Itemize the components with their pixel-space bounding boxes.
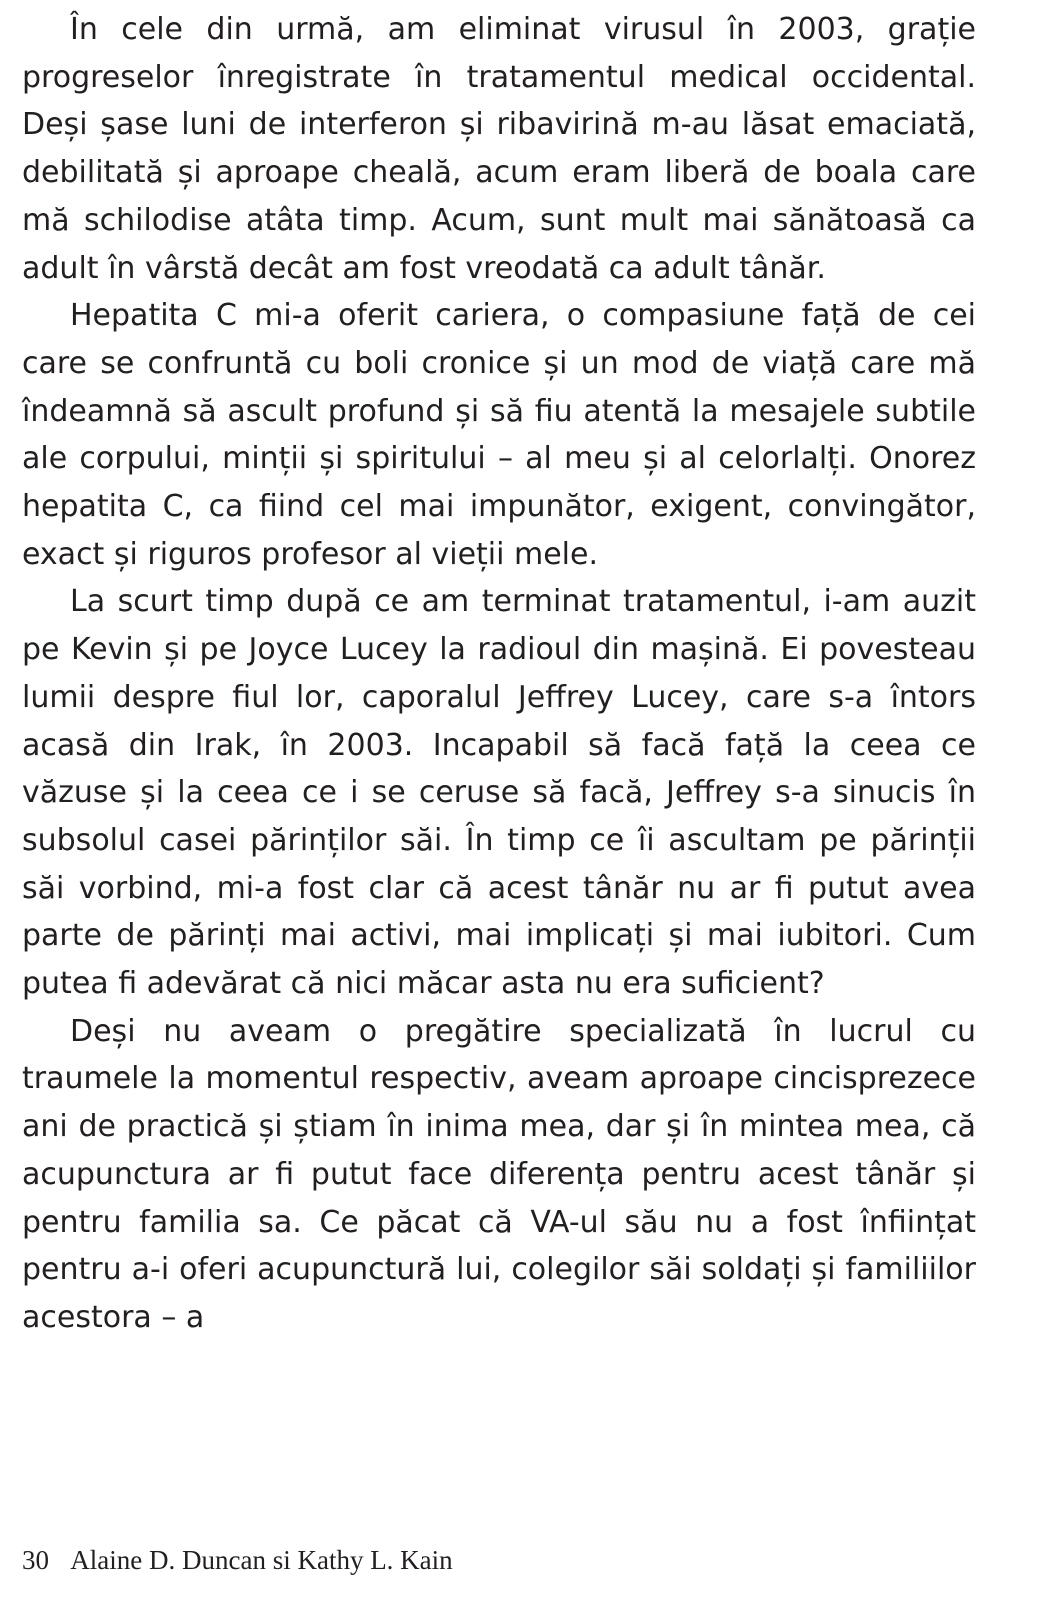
body-text <box>22 6 976 1342</box>
page-footer <box>22 1545 453 1576</box>
paragraph-4: Deși nu aveam o pregătire specializată în lucrul cu traumele la momentul respectiv, aveam aproape cincisprezece ani de practică și știam în inima mea, dar și în mintea mea, că acupunctura ar fi putut face diferența pentru acest tânăr și pentru familia sa. Ce păcat că VA-ul său nu a fost înființat pentru a-i oferi acupunctură lui, colegilor săi soldați și familiilor acestora – a <box>22 1013 976 1335</box>
paragraph-2: Hepatita C mi-a oferit cariera, o compasiune față de cei care se confruntă cu boli cronice și un mod de viață care mă îndeamnă să ascult profund și să fiu atentă la mesajele subtile ale corpului, minții și spiritului – al meu și al celorlalți. Onorez hepatita C, ca fiind cel mai impunător, exigent, convingător, exact și riguros profesor al vieții mele. <box>22 298 976 572</box>
page-number: 30 <box>22 1545 49 1575</box>
paragraph-3: La scurt timp după ce am terminat tratamentul, i-am auzit pe Kevin și pe Joyce Lucey la radioul din mașină. Ei povesteau lumii despre fiul lor, caporalul Jeffrey Lucey, care s-a întors acasă din Irak, în 2003. Incapabil să facă față la ceea ce văzuse și la ceea ce i se ceruse să facă, Jeffrey s-a sinucis în subsolul casei părinților săi. În timp ce îi ascultam pe părinții săi vorbind, mi-a fost clar că acest tânăr nu ar fi putut avea parte de părinți mai activi, mai implicați și mai iubitori. Cum putea fi adevărat că nici măcar asta nu era suficient? <box>22 584 976 1002</box>
footer-authors: Alaine D. Duncan si Kathy L. Kain <box>70 1545 453 1575</box>
paragraph-1: În cele din urmă, am eliminat virusul în 2003, grație progreselor înregistrate în tratamentul medical occidental. Deși șase luni de interferon și ribavirină m-au lăsat emaciată, debilitată și aproape cheală, acum eram liberă de boala care mă schilodise atâta timp. Acum, sunt mult mai sănătoasă ca adult în vârstă decât am fost vreodată ca adult tânăr. <box>22 12 976 286</box>
